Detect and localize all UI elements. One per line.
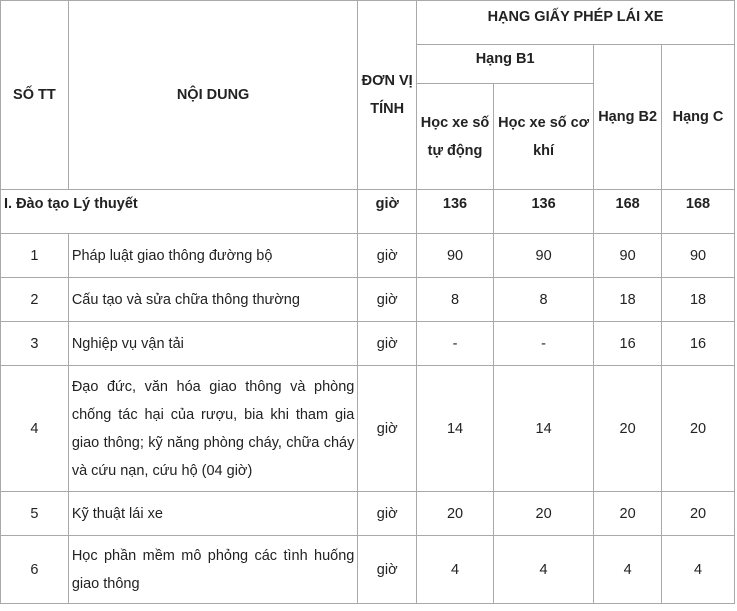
row-b1-auto: 4 xyxy=(417,536,494,604)
row-b2: 16 xyxy=(594,322,662,366)
row-b1-auto: 14 xyxy=(417,366,494,492)
table-row xyxy=(1,322,735,366)
row-content: Cấu tạo và sửa chữa thông thường xyxy=(68,278,358,322)
table-row xyxy=(1,536,735,604)
row-c: 4 xyxy=(662,536,735,604)
header-unit: ĐƠN VỊ TÍNH xyxy=(358,1,417,190)
row-content: Học phần mềm mô phỏng các tình huống giao thông xyxy=(68,536,358,604)
row-stt: 4 xyxy=(1,366,69,492)
row-b2: 18 xyxy=(594,278,662,322)
row-content: Pháp luật giao thông đường bộ xyxy=(68,234,358,278)
header-b1-manual: Học xe số cơ khí xyxy=(493,84,593,190)
row-c: 20 xyxy=(662,366,735,492)
section-b1-auto: 136 xyxy=(417,190,494,234)
table-row xyxy=(1,492,735,536)
row-c: 20 xyxy=(662,492,735,536)
row-c: 18 xyxy=(662,278,735,322)
section-b2: 168 xyxy=(594,190,662,234)
row-b2: 20 xyxy=(594,366,662,492)
row-unit: giờ xyxy=(358,536,417,604)
row-content: Đạo đức, văn hóa giao thông và phòng chống tác hại của rượu, bia khi tham gia giao thông; kỹ năng phòng cháy, chữa cháy và cứu nạn, cứu hộ (04 giờ) xyxy=(68,366,358,492)
header-b2: Hạng B2 xyxy=(594,45,662,190)
row-stt: 3 xyxy=(1,322,69,366)
row-b1-manual: 14 xyxy=(493,366,593,492)
row-c: 16 xyxy=(662,322,735,366)
row-stt: 2 xyxy=(1,278,69,322)
section-unit: giờ xyxy=(358,190,417,234)
row-b1-auto: 90 xyxy=(417,234,494,278)
row-b1-auto: - xyxy=(417,322,494,366)
row-unit: giờ xyxy=(358,366,417,492)
row-b1-manual: - xyxy=(493,322,593,366)
row-b1-manual: 20 xyxy=(493,492,593,536)
row-c: 90 xyxy=(662,234,735,278)
row-b1-auto: 20 xyxy=(417,492,494,536)
row-b1-manual: 8 xyxy=(493,278,593,322)
header-stt: SỐ TT xyxy=(1,1,69,190)
row-b2: 4 xyxy=(594,536,662,604)
table-row xyxy=(1,366,735,492)
section-b1-manual: 136 xyxy=(493,190,593,234)
row-b1-manual: 90 xyxy=(493,234,593,278)
row-unit: giờ xyxy=(358,278,417,322)
row-stt: 1 xyxy=(1,234,69,278)
header-b1-group: Hạng B1 xyxy=(417,45,594,84)
row-b1-auto: 8 xyxy=(417,278,494,322)
section-row xyxy=(1,190,735,234)
section-c: 168 xyxy=(662,190,735,234)
header-b1-auto: Học xe số tự động xyxy=(417,84,494,190)
row-content: Nghiệp vụ vận tải xyxy=(68,322,358,366)
header-content: NỘI DUNG xyxy=(68,1,358,190)
row-unit: giờ xyxy=(358,492,417,536)
row-b1-manual: 4 xyxy=(493,536,593,604)
row-unit: giờ xyxy=(358,234,417,278)
row-b2: 20 xyxy=(594,492,662,536)
header-license-group: HẠNG GIẤY PHÉP LÁI XE xyxy=(417,1,735,45)
table-row xyxy=(1,234,735,278)
row-stt: 6 xyxy=(1,536,69,604)
table-row xyxy=(1,278,735,322)
row-b2: 90 xyxy=(594,234,662,278)
section-title: I. Đào tạo Lý thuyết xyxy=(1,190,358,234)
row-content: Kỹ thuật lái xe xyxy=(68,492,358,536)
row-unit: giờ xyxy=(358,322,417,366)
row-stt: 5 xyxy=(1,492,69,536)
header-c: Hạng C xyxy=(662,45,735,190)
